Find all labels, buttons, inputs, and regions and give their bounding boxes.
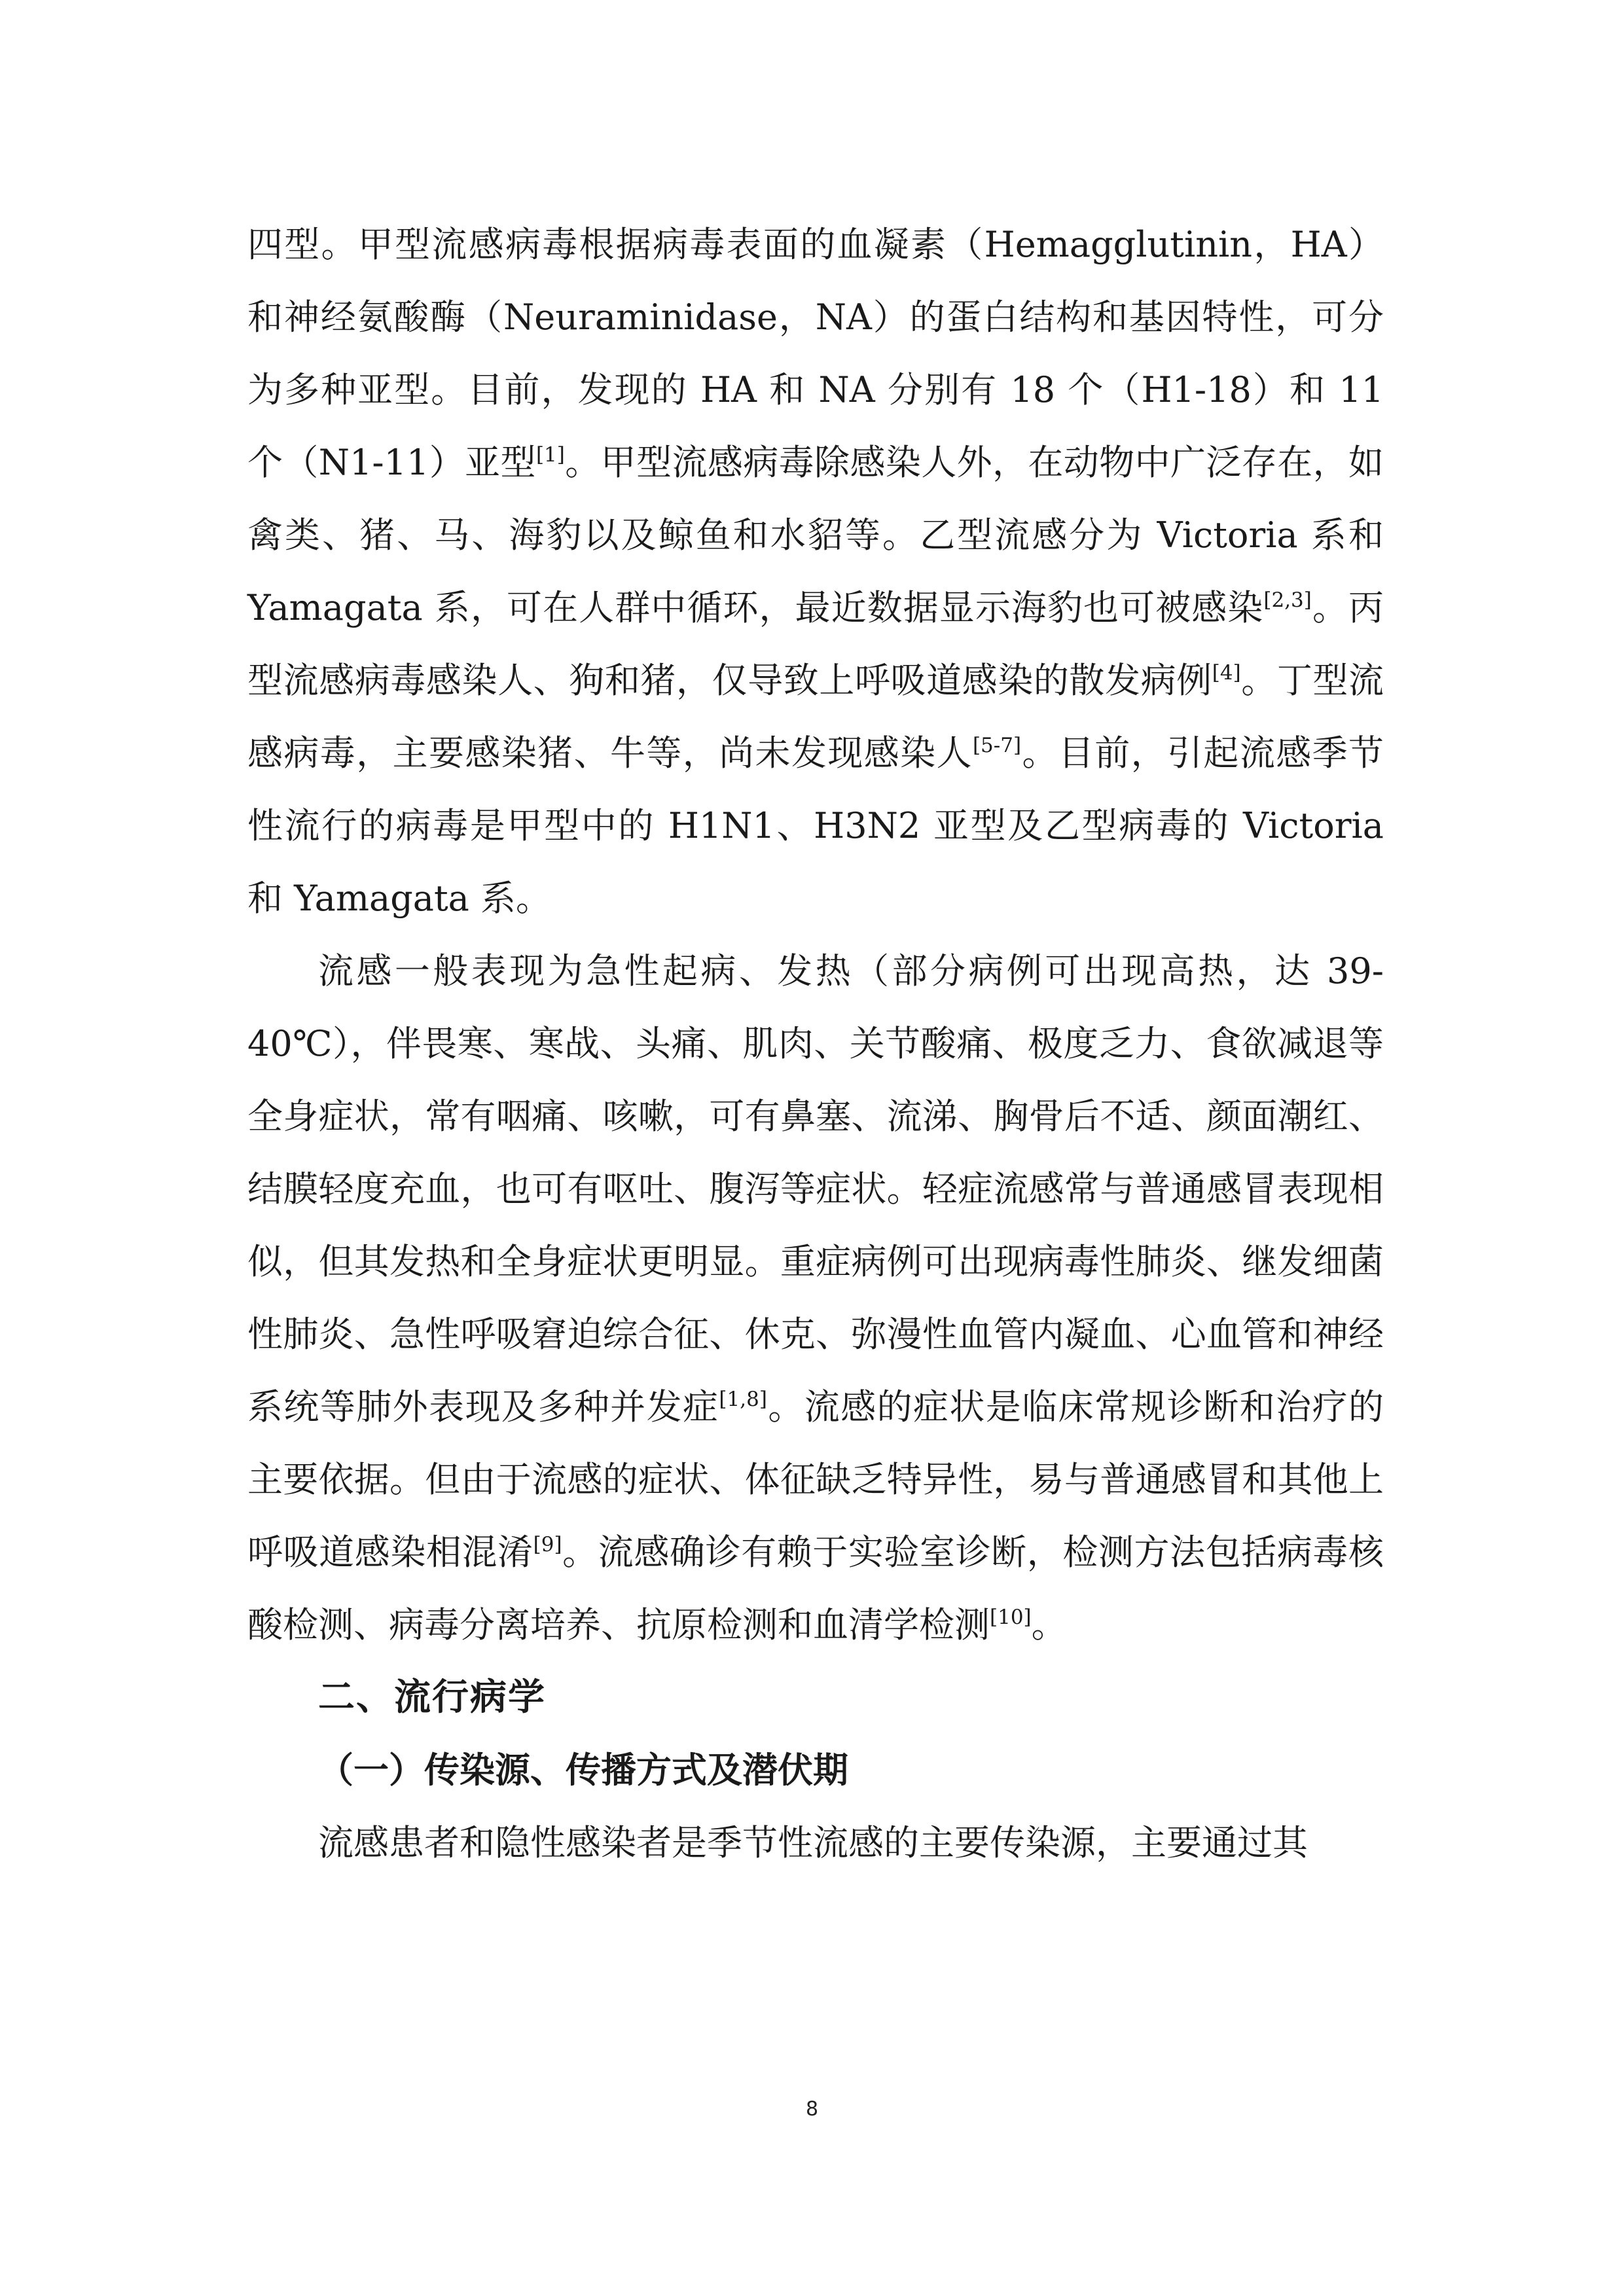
paragraph-text: 流感患者和隐性感染者是季节性流感的主要传染源，主要通过其 bbox=[318, 1822, 1308, 1863]
paragraph-text: 四型。甲型流感病毒根据病毒表面的血凝素（Hemagglutinin，HA）和神经氨酸酶（Neuraminidase，NA）的蛋白结构和基因特性，可分为多种亚型。目前，发现的 HA 和 NA 分别有 18 个（H1-18）和 11 个（N1-11）亚型 bbox=[247, 224, 1384, 483]
paragraph-text: 。丁型流感病毒，主要感染猪、牛等，尚未发现感染人 bbox=[247, 660, 1384, 774]
citation-ref: [1,8] bbox=[719, 1388, 767, 1411]
citation-ref: [5-7] bbox=[972, 734, 1022, 757]
citation-ref: [10] bbox=[990, 1605, 1032, 1629]
paragraph-text: 。流感确诊有赖于实验室诊断，检测方法包括病毒核酸检测、病毒分离培养、抗原检测和血清学检测 bbox=[247, 1532, 1384, 1645]
paragraph-text: 。 bbox=[1031, 1604, 1067, 1645]
section-heading-epidemiology: 二、流行病学 bbox=[318, 1676, 546, 1719]
paragraph-symptoms bbox=[247, 935, 1384, 1661]
paragraph-transmission bbox=[247, 1806, 1384, 1879]
citation-ref: [2,3] bbox=[1263, 588, 1312, 612]
citation-ref: [1] bbox=[535, 443, 565, 467]
paragraph-text: 。甲型流感病毒除感染人外，在动物中广泛存在，如禽类、猪、马、海豹以及鲸鱼和水貂等。乙型流感分为 Victoria 系和 Yamagata 系，可在人群中循环，最近数据显示海豹也可被感染 bbox=[247, 442, 1384, 628]
paragraph-text: 。流感的症状是临床常规诊断和治疗的主要依据。但由于流感的症状、体征缺乏特异性，易与普通感冒和其他上呼吸道感染相混淆 bbox=[247, 1386, 1384, 1573]
paragraph-text: 流感一般表现为急性起病、发热（部分病例可出现高热，达 39-40℃），伴畏寒、寒战、头痛、肌肉、关节酸痛、极度乏力、食欲减退等全身症状，常有咽痛、咳嗽，可有鼻塞、流涕、胸骨后不适、颜面潮红、结膜轻度充血，也可有呕吐、腹泻等症状。轻症流感常与普通感冒表现相似，但其发热和全身症状更明显。重症病例可出现病毒性肺炎、继发细菌性肺炎、急性呼吸窘迫综合征、休克、弥漫性血管内凝血、心血管和神经系统等肺外表现及多种并发症 bbox=[247, 950, 1384, 1427]
paragraph-text: 。丙型流感病毒感染人、狗和猪，仅导致上呼吸道感染的散发病例 bbox=[247, 587, 1384, 701]
document-body bbox=[247, 208, 1384, 1879]
page-number: 8 bbox=[805, 2098, 819, 2121]
citation-ref: [4] bbox=[1212, 661, 1241, 685]
subsection-heading-transmission: （一）传染源、传播方式及潜伏期 bbox=[318, 1749, 848, 1791]
paragraph-text: 。目前，引起流感季节性流行的病毒是甲型中的 H1N1、H3N2 亚型及乙型病毒的 Victoria 和 Yamagata 系。 bbox=[247, 732, 1384, 919]
paragraph-virus-types bbox=[247, 208, 1384, 935]
citation-ref: [9] bbox=[533, 1533, 562, 1556]
